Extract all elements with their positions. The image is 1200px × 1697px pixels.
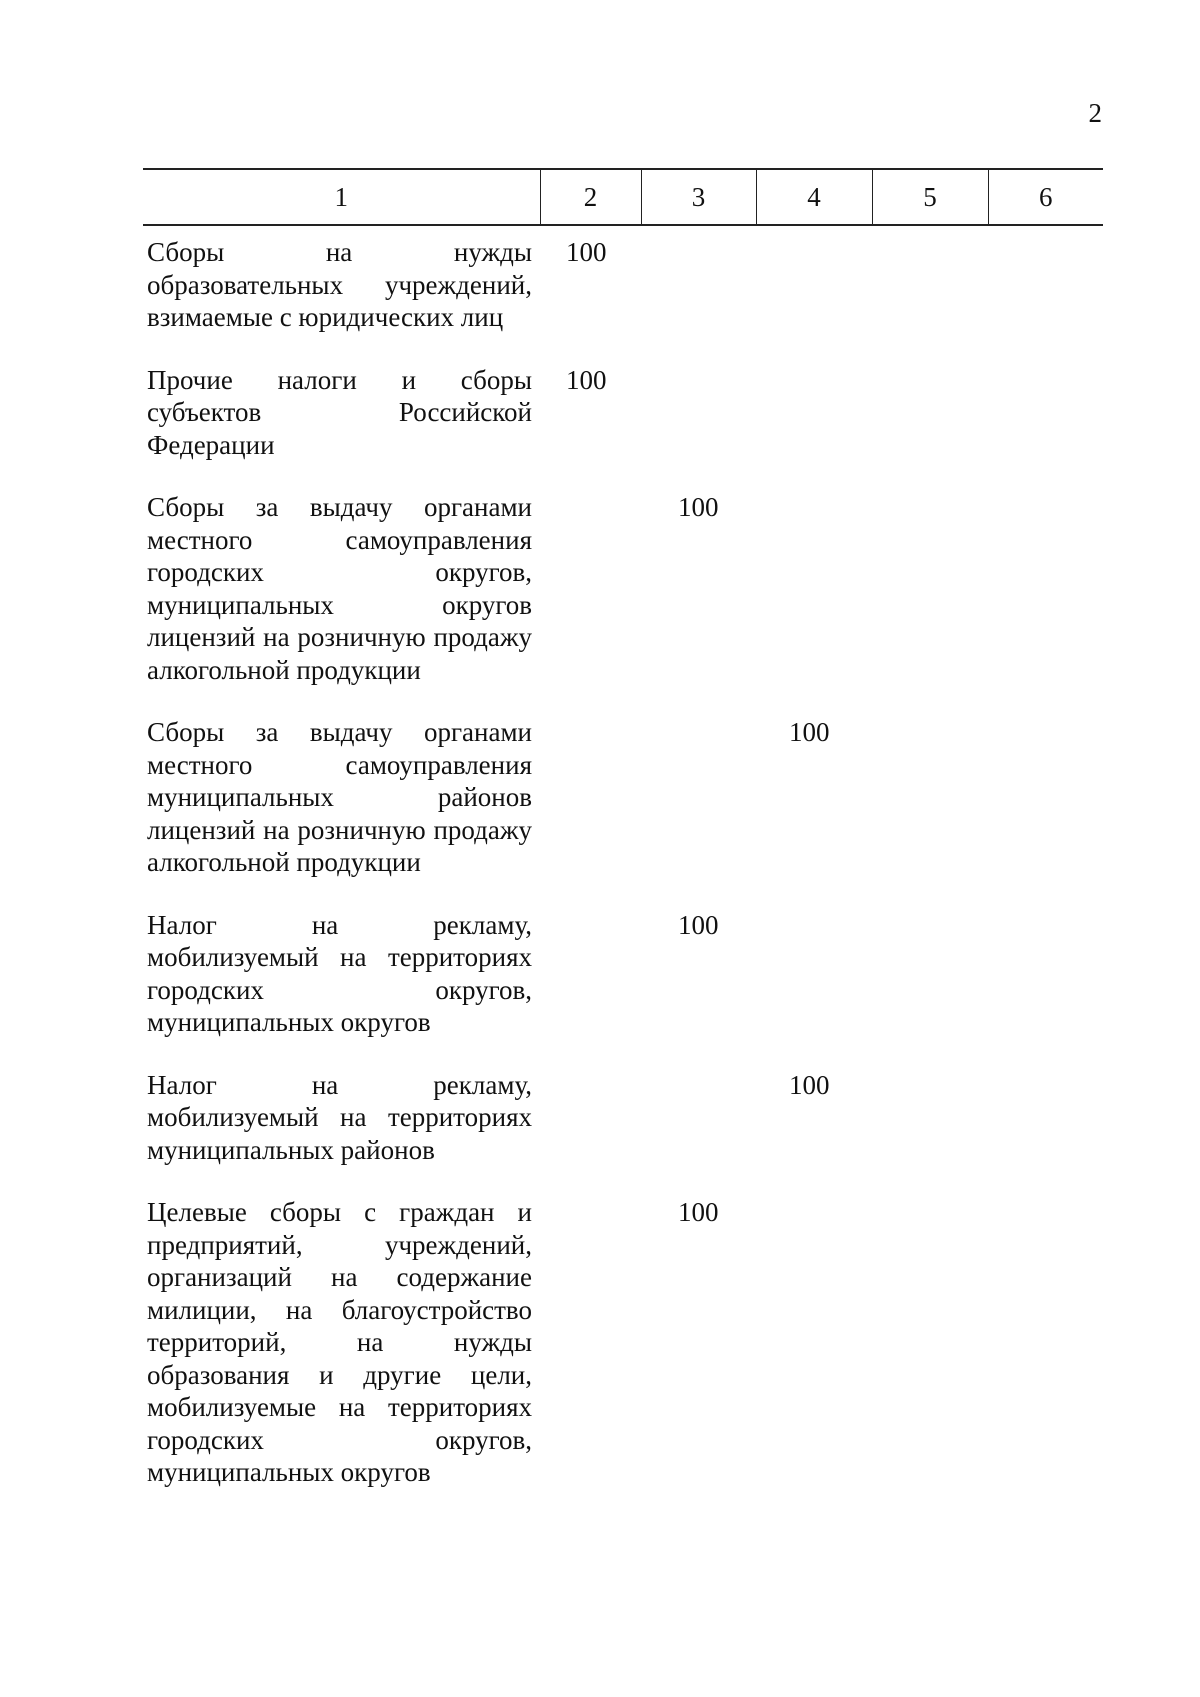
cell-col-6 [988, 225, 1103, 354]
cell-col-2: 100 [566, 364, 607, 395]
cell-col-3 [641, 706, 756, 899]
row-label: Сборы за выдачу органами местного самоуправления городских округов, муниципальных округов лицензий на розничную продажу алкогольной продукции [147, 492, 532, 685]
column-header-1: 1 [143, 169, 540, 225]
cell-col-2 [540, 481, 641, 706]
cell-col-5 [872, 225, 988, 354]
cell-col-6 [988, 899, 1103, 1059]
column-header-5: 5 [872, 169, 988, 225]
cell-col-5 [872, 481, 988, 706]
cell-col-3: 100 [678, 909, 719, 940]
cell-col-2 [540, 1059, 641, 1187]
cell-col-3 [641, 225, 756, 354]
cell-col-6 [988, 1186, 1103, 1509]
cell-col-6 [988, 481, 1103, 706]
cell-col-4 [756, 1186, 872, 1509]
cell-col-3: 100 [678, 492, 719, 522]
cell-col-5 [872, 1059, 988, 1187]
row-label: Налог на рекламу, мобилизуемый на территориях муниципальных районов [147, 1069, 532, 1165]
cell-col-3 [641, 1059, 756, 1187]
table-row [143, 1186, 1103, 1509]
cell-col-2 [540, 899, 641, 1059]
row-label: Целевые сборы с граждан и предприятий, учреждений, организаций на содержание милиции, на благоустройство территорий, на нужды образования и другие цели, мобилизуемые на территориях городских округов, муниципальных округов [147, 1197, 532, 1487]
cell-col-4: 100 [789, 1069, 830, 1100]
table-row [143, 1059, 1103, 1187]
table-row [143, 225, 1103, 354]
tax-distribution-table [143, 168, 1103, 1509]
column-header-3: 3 [641, 169, 756, 225]
cell-col-6 [988, 354, 1103, 482]
row-label: Прочие налоги и сборы субъектов Российской Федерации [147, 364, 532, 460]
table-row [143, 481, 1103, 706]
column-header-2: 2 [540, 169, 641, 225]
cell-col-2: 100 [566, 237, 607, 267]
column-header-4: 4 [756, 169, 872, 225]
row-label: Сборы на нужды образовательных учреждений, взимаемые с юридических лиц [147, 237, 532, 332]
cell-col-5 [872, 1186, 988, 1509]
header-row [143, 169, 1103, 225]
cell-col-4 [756, 899, 872, 1059]
column-header-6: 6 [988, 169, 1103, 225]
page-number: 2 [1088, 98, 1102, 128]
table-body [143, 225, 1103, 1509]
table-row [143, 899, 1103, 1059]
cell-col-4: 100 [789, 717, 830, 747]
cell-col-4 [756, 481, 872, 706]
row-label: Сборы за выдачу органами местного самоуправления муниципальных районов лицензий на розничную продажу алкогольной продукции [147, 717, 532, 877]
cell-col-6 [988, 706, 1103, 899]
cell-col-5 [872, 706, 988, 899]
cell-col-4 [756, 354, 872, 482]
cell-col-2 [540, 706, 641, 899]
cell-col-6 [988, 1059, 1103, 1187]
cell-col-5 [872, 899, 988, 1059]
table-header [143, 169, 1103, 225]
cell-col-2 [540, 1186, 641, 1509]
cell-col-5 [872, 354, 988, 482]
cell-col-4 [756, 225, 872, 354]
cell-col-3: 100 [678, 1197, 719, 1227]
tax-table [143, 168, 1103, 1509]
cell-col-3 [641, 354, 756, 482]
table-row [143, 354, 1103, 482]
table-row [143, 706, 1103, 899]
row-label: Налог на рекламу, мобилизуемый на территориях городских округов, муниципальных округов [147, 909, 532, 1037]
